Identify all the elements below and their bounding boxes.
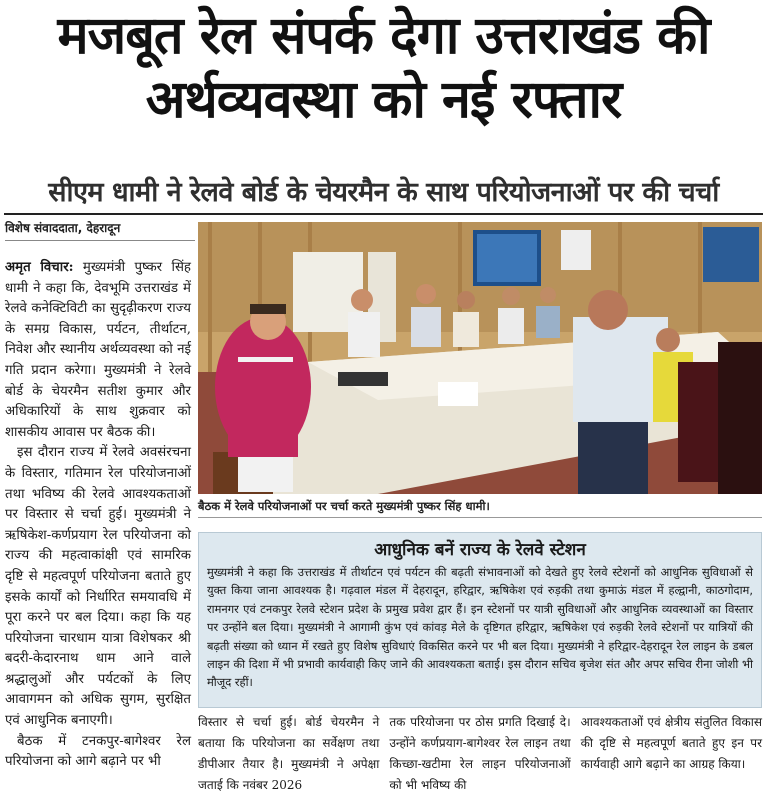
lead-paragraph (5, 258, 191, 443)
headline: मजबूत रेल संपर्क देगा उत्तराखंड की अर्थव्यवस्था को नई रफ्तार (57, 6, 710, 130)
lead-text: मुख्यमंत्री पुष्कर सिंह धामी ने कहा कि, देवभूमि उत्तराखंड में रेलवे कनेक्टिविटी का सुदृढ़ीकरण राज्य के समग्र विकास, पर्यटन, तीर्थाटन, निवेश और स्थानीय अर्थव्यवस्था को नई गति प्रदान करेगा। मुख्यमंत्री ने रेलवे बोर्ड के चेयरमैन सतीश कुमार और अधिकारियों के साथ शुक्रवार को शासकीय आवास पर बैठक की। (5, 260, 191, 440)
meeting-photo (198, 222, 762, 494)
bottom-column-3: आवश्यकताओं एवं क्षेत्रीय संतुलित विकास की दृष्टि से महत्वपूर्ण बताते हुए इन पर कार्यवाही आगे बढ़ाने का आग्रह किया। (580, 715, 762, 771)
article-left-column (5, 258, 191, 773)
bottom-column-2: तक परियोजना पर ठोस प्रगति दिखाई दे। उन्होंने कर्णप्रयाग-बागेश्वर रेल लाइन तथा किच्छा-खटीमा रेल लाइन परियोजनाओं को भी भविष्य की (389, 715, 571, 792)
box-body: मुख्यमंत्री ने कहा कि उत्तराखंड में तीर्थाटन एवं पर्यटन की बढ़ती संभावनाओं को देखते हुए रेलवे स्टेशनों को आधुनिक सुविधाओं से युक्त किया जाना आवश्यक है। गढ़वाल मंडल में देहरादून, हरिद्वार, ऋषिकेश एवं रुड़की तथा कुमाऊं मंडल में हल्द्वानी, काठगोदाम, रामनगर एवं टनकपुर रेलवे स्टेशन प्रदेश के प्रमुख प्रवेश द्वार हैं। इन स्टेशनों पर यात्री सुविधाओं और आधुनिक व्यवस्थाओं का विस्तार पर उन्होंने बल दिया। मुख्यमंत्री ने आगामी कुंभ एवं कांवड़ मेले के दृष्टिगत हरिद्वार, ऋषिकेश एवं रुड़की रेलवे स्टेशनों पर यात्रियों की बढ़ती संख्या को ध्यान में रखते हुए विशेष सुविधाएं विकसित करने पर भी बल दिया। मुख्यमंत्री ने हरिद्वार-देहरादून रेल लाइन के डबल लाइन की दिशा में भी प्रभावी कार्यवाही किए जाने की आवश्यकता बताई। इस दौरान सचिव बृजेश संत और अपर सचिव रीना जोशी भी मौजूद रहीं। (207, 565, 753, 690)
body-paragraph: बैठक में टनकपुर-बागेश्वर रेल परियोजना को आगे बढ़ाने पर भी (5, 733, 191, 770)
box-title: आधुनिक बनें राज्य के रेलवे स्टेशन (374, 540, 586, 560)
body-paragraph: इस दौरान राज्य में रेलवे अवसंरचना के विस्तार, गतिमान रेल परियोजनाओं तथा भविष्य की रेलवे आवश्यकताओं पर विस्तार से चर्चा हुई। मुख्यमंत्री ने ऋषिकेश-कर्णप्रयाग रेल परियोजना को राज्य की महत्वाकांक्षी एवं सामरिक दृष्टि से महत्वपूर्ण परियोजना बताते हुए इसके कार्यों को निर्धारित समयावधि में पूरा करने पर बल दिया। कहा कि यह परियोजना चारधाम यात्रा विशेषकर श्री बदरी-केदारनाथ धाम आने वाले श्रद्धालुओं और पर्यटकों के लिए आवागमन को अधिक सुगम, सुरक्षित एवं आधुनिक बनाएगी। (5, 445, 191, 729)
header-rule (4, 213, 763, 215)
sidebar-box (198, 532, 762, 708)
meeting-photo-illustration (198, 222, 762, 494)
subheadline: सीएम धामी ने रेलवे बोर्ड के चेयरमैन के साथ परियोजनाओं पर की चर्चा (48, 177, 719, 208)
byline: विशेष संवाददाता, देहरादून (5, 219, 195, 241)
photo-caption: बैठक में रेलवे परियोजनाओं पर चर्चा करते मुख्यमंत्री पुष्कर सिंह धामी। (198, 497, 762, 518)
bottom-columns (198, 712, 762, 800)
bottom-column-1: विस्तार से चर्चा हुई। बोर्ड चेयरमैन ने बताया कि परियोजना का सर्वेक्षण तथा डीपीआर तैयार है। मुख्यमंत्री ने अपेक्षा जताई कि नवंबर 2026 (198, 715, 380, 792)
lead-label: अमृत विचार: (5, 260, 74, 275)
